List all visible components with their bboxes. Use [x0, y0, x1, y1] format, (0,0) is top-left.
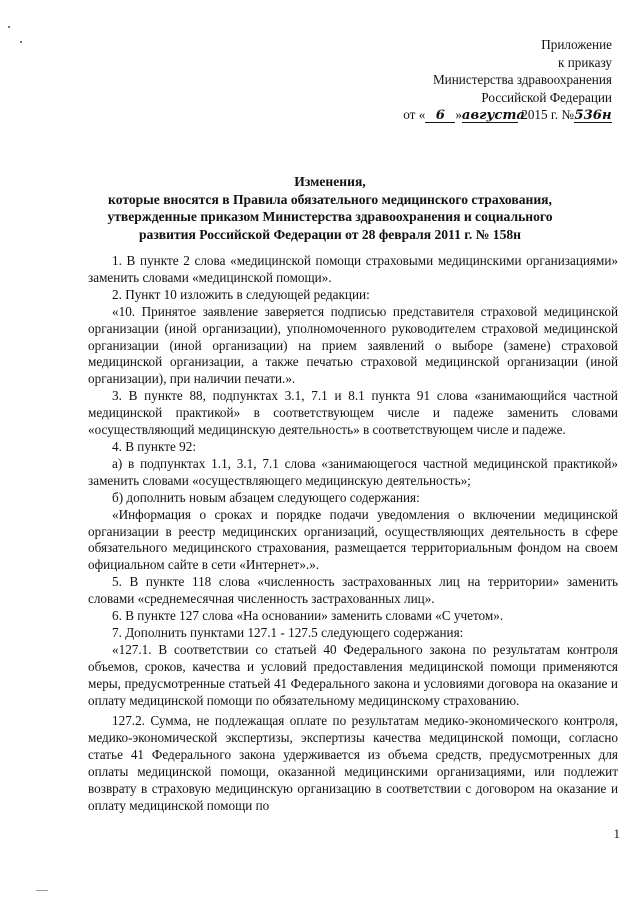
document-title — [70, 173, 590, 243]
title-line: которые вносятся в Правила обязательного медицинского страхования, — [108, 191, 552, 207]
paragraph: «10. Принятое заявление заверяется подписью представителя страховой медицинской организации (иной организации), уполномоченного руководителем страховой медицинской организации (иной организации) на прием заявлений о выборе (замене) страховой медицинской организации, а также печатью страховой медицинской организации (иной организации), при наличии печати.». — [88, 303, 618, 387]
handwritten-number: 536н — [574, 108, 612, 123]
appendix-line: Российской Федерации — [481, 89, 612, 105]
date-mid: » — [455, 107, 462, 122]
date-prefix: от « — [403, 107, 426, 122]
appendix-line: к приказу — [558, 54, 612, 70]
date-year: 2015 г. № — [517, 107, 574, 122]
appendix-line: Министерства здравоохранения — [432, 72, 612, 87]
handwritten-month: августа — [461, 108, 525, 123]
handwritten-day: 6 — [425, 109, 455, 123]
document-body — [88, 253, 618, 815]
paragraph: 127.2. Сумма, не подлежащая оплате по результатам медико-экономического контроля, медико-экономической экспертизы, экспертизы качества медицинской помощи, согласно статье 41 Федерального закона удерживается из объема средств, предусмотренных для оплаты медицинской помощи, оказанной медицинскими организациями, или подлежит возврату в страховую медицинскую организацию в соответствии с договором на оказание и оплату медицинской помощи по — [88, 713, 618, 813]
title-line: Изменения, — [294, 174, 366, 189]
title-line: утвержденные приказом Министерства здравоохранения и социального — [107, 209, 553, 224]
page-number: 1 — [613, 826, 620, 841]
appendix-date-line — [312, 106, 612, 124]
paragraph: 3. В пункте 88, подпунктах 3.1, 7.1 и 8.1 пункта 91 слова «занимающийся частной медицинской практикой» в соответствующем числе и падеже заменить словами «осуществляющий медицинскую деятельность» в соответствующем числе и падеже. — [88, 388, 618, 438]
paragraph: «127.1. В соответствии со статьей 40 Федерального закона по результатам контроля объемов, сроков, качества и условий предоставления медицинской помощи применяются меры, предусмотренные статьей 41 Федерального закона и условиями договора на оказание и оплату медицинской помощи по обязательному медицинскому страхованию. — [88, 641, 618, 708]
paragraph: 7. Дополнить пунктами 127.1 - 127.5 следующего содержания: — [112, 624, 464, 640]
paragraph: 1. В пункте 2 слова «медицинской помощи страховыми медицинскими организациями» заменить словами «медицинской помощи». — [88, 253, 618, 285]
paragraph: 5. В пункте 118 слова «численность застрахованных лиц на территории» заменить словами «среднемесячная численность застрахованных лиц». — [88, 574, 618, 607]
paragraph: а) в подпунктах 1.1, 3.1, 7.1 слова «занимающегося частной медицинской практикой» заменить словами «осуществляющего медицинскую деятельность»; — [88, 455, 618, 488]
scan-speck — [20, 41, 22, 43]
scan-mark — [36, 890, 48, 891]
paragraph: 2. Пункт 10 изложить в следующей редакции: — [112, 286, 370, 302]
title-line: развития Российской Федерации от 28 февраля 2011 г. № 158н — [138, 226, 522, 242]
scan-speck — [8, 26, 10, 28]
paragraph: 6. В пункте 127 слова «На основании» заменить словами «С учетом». — [112, 608, 504, 624]
paragraph: б) дополнить новым абзацем следующего содержания: — [112, 489, 420, 505]
paragraph: 4. В пункте 92: — [112, 438, 196, 454]
paragraph: «Информация о сроках и порядке подачи уведомления о включении медицинской организации в реестр медицинских организаций, осуществляющих деятельность в сфере обязательного медицинского страхования, размещается территориальным фондом на своем официальном сайте в сети «Интернет».». — [88, 506, 618, 573]
appendix-header — [312, 36, 612, 124]
appendix-line: Приложение — [541, 37, 612, 52]
